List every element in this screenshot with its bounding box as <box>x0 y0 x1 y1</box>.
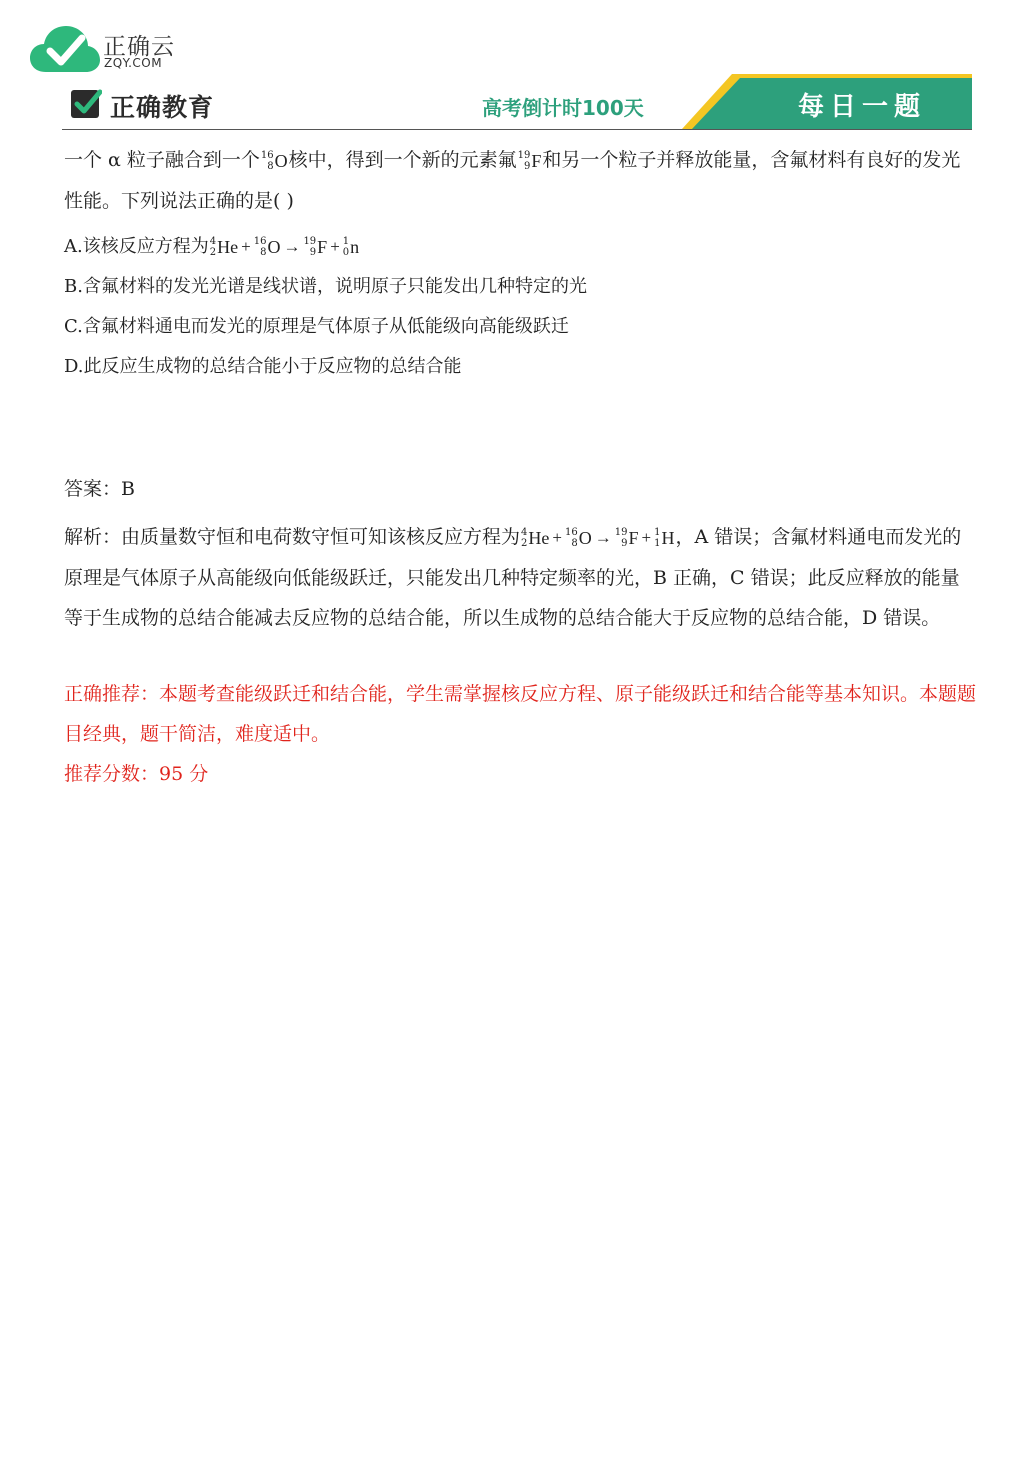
eq-a-o: 16 8 O <box>253 236 281 258</box>
checkbox-icon <box>70 88 102 120</box>
nuclide-o: 16 8 O <box>260 150 288 172</box>
option-b: B.含氟材料的发光光谱是线状谱，说明原子只能发出几种特定的光 <box>64 276 587 297</box>
question-stem: 一个 α 粒子融合到一个 16 8 O 核中，得到一个新的元素氟 19 9 F 和另一个粒子并释放能量，含氟材料有良好的发光性能。下列说法正确的是( ) <box>64 140 976 221</box>
edu-name: 正确教育 <box>110 93 215 122</box>
eq-a-he: 4 2 He <box>209 236 239 258</box>
daily-title: 每日一题 <box>797 92 926 122</box>
option-d: D.此反应生成物的总结合能小于反应物的总结合能 <box>64 356 462 377</box>
brand-name: 正确云 <box>103 34 175 60</box>
analysis: 解析：由质量数守恒和电荷数守恒可知该核反应方程为 4 2 He + 16 8 O → 19 9 F + 1 1 H ，A 错误；含氟材料通电而发光的原理是气体原子从高能级向低能级跃迁，只能发出几种特定频率的光，B 正确，C 错误；此反应释放的能量等于生成物的总结合能减去反应物的总结合能，所以生成物的总结合能大于反应物的总结合能，D 错误。 <box>64 517 976 638</box>
cloud-check-icon <box>30 24 100 76</box>
header-bar <box>62 74 972 130</box>
countdown-text: 高考倒计时100天 <box>482 96 644 120</box>
eq-b-f: 19 9 F <box>614 527 639 549</box>
answer: 答案：B <box>64 478 135 500</box>
header-rule <box>62 129 972 130</box>
zqy-logo <box>30 24 190 78</box>
recommend-score: 推荐分数：95 分 <box>64 763 209 785</box>
option-a: A.该核反应方程为 4 2 He + 16 8 O → 19 9 F + 1 0 n <box>64 227 976 267</box>
eq-a-n: 1 0 n <box>342 236 360 258</box>
recommend-text: 正确推荐：本题考查能级跃迁和结合能，学生需掌握核反应方程、原子能级跃迁和结合能等基本知识。本题题目经典，题干简洁，难度适中。 <box>64 683 977 745</box>
daily-banner <box>682 74 972 129</box>
nuclide-f: 19 9 F <box>517 150 542 172</box>
question-content <box>64 140 976 794</box>
eq-b-h: 1 1 H <box>654 527 675 549</box>
eq-b-o: 16 8 O <box>564 527 592 549</box>
option-c: C.含氟材料通电而发光的原理是气体原子从低能级向高能级跃迁 <box>64 316 569 337</box>
eq-b-he: 4 2 He <box>521 527 550 549</box>
brand-domain: ZQY.COM <box>104 56 163 70</box>
eq-a-f: 19 9 F <box>303 236 328 258</box>
